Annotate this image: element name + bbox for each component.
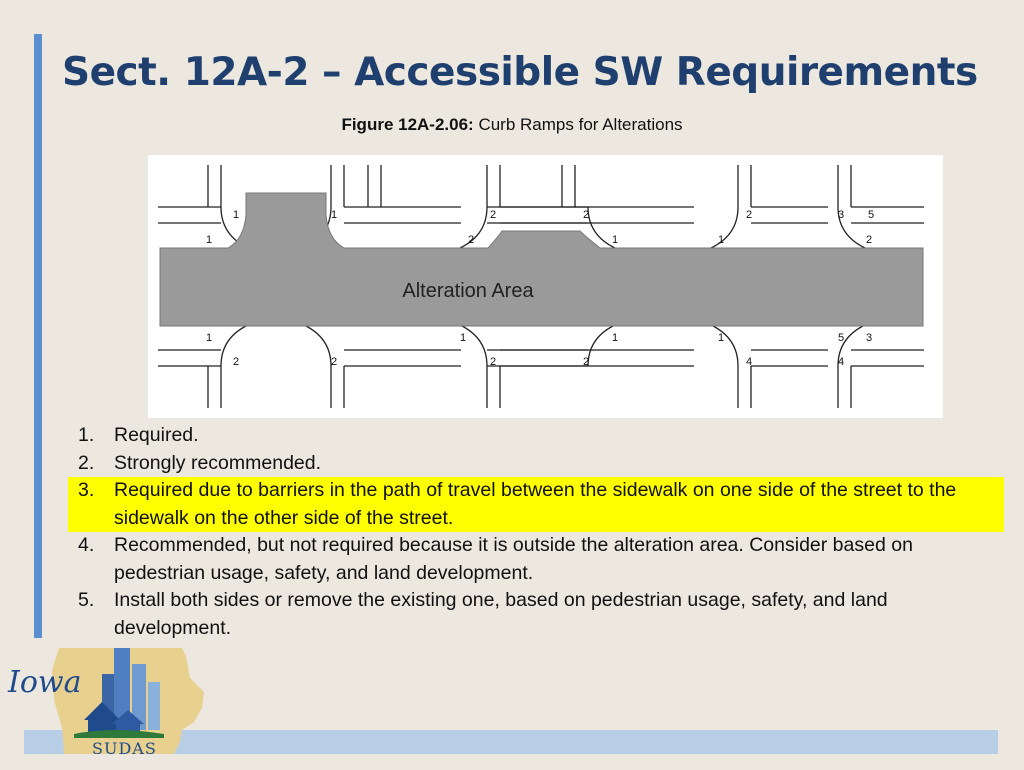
ramp-label: 1 [206,234,213,246]
ramp-label: 2 [866,234,873,246]
ramp-label: 1 [718,332,725,344]
note-text: Required due to barriers in the path of travel between the sidewalk on one side of the street to the sidewalk on the other side of the street. [114,479,957,529]
ramp-label: 2 [331,356,338,368]
logo-org-text: SUDAS [92,739,157,758]
logo-script-text: Iowa [8,665,82,700]
note-text: Recommended, but not required because it is outside the alteration area. Consider based on pedestrian usage, safety, and land development. [114,534,913,584]
ramp-label: 5 [868,209,875,221]
note-number: 4. [78,534,95,556]
figure-caption [0,115,1024,135]
ramp-label: 1 [612,234,619,246]
note-item [68,422,1004,450]
ramp-label: 2 [468,234,475,246]
ramp-label: 2 [746,209,753,221]
note-text: Required. [114,424,199,446]
ramp-label: 1 [331,209,338,221]
alteration-area-shape [160,193,923,326]
curb-ramp-figure [148,155,943,418]
ramp-label: 4 [838,356,845,368]
curb-ramp-diagram [148,155,943,418]
building-shape [148,682,160,730]
note-text: Install both sides or remove the existing one, based on pedestrian usage, safety, and land development. [114,589,888,639]
note-item-highlighted [68,477,1004,532]
note-number: 2. [78,451,95,474]
note-number: 3. [78,479,95,501]
ramp-label: 1 [233,209,240,221]
ramp-label: 1 [718,234,725,246]
note-item [68,450,1004,478]
notes-list [68,422,1004,642]
ramp-label: 1 [612,332,619,344]
ramp-label: 2 [583,356,590,368]
ramp-label: 4 [746,356,753,368]
alteration-area-label: Alteration Area [402,280,534,302]
caption-text: Curb Ramps for Alterations [478,115,683,134]
ramp-label: 3 [866,332,873,344]
note-text: Strongly recommended. [114,451,322,474]
ramp-label: 2 [490,209,497,221]
ramp-label: 3 [838,209,845,221]
ramp-label: 2 [583,209,590,221]
iowa-sudas-logo [4,630,214,765]
ramp-label: 1 [206,332,213,344]
ramp-label: 2 [490,356,497,368]
ramp-label: 5 [838,332,845,344]
caption-label: Figure 12A-2.06: [341,115,474,134]
ramp-label: 1 [460,332,467,344]
ramp-label: 2 [233,356,240,368]
slide-title: Sect. 12A-2 – Accessible SW Requirements [62,50,978,95]
note-number: 1. [78,424,95,446]
note-item [68,532,1004,587]
iowa-sudas-logo-graphic [4,630,214,765]
note-number: 5. [78,589,95,611]
